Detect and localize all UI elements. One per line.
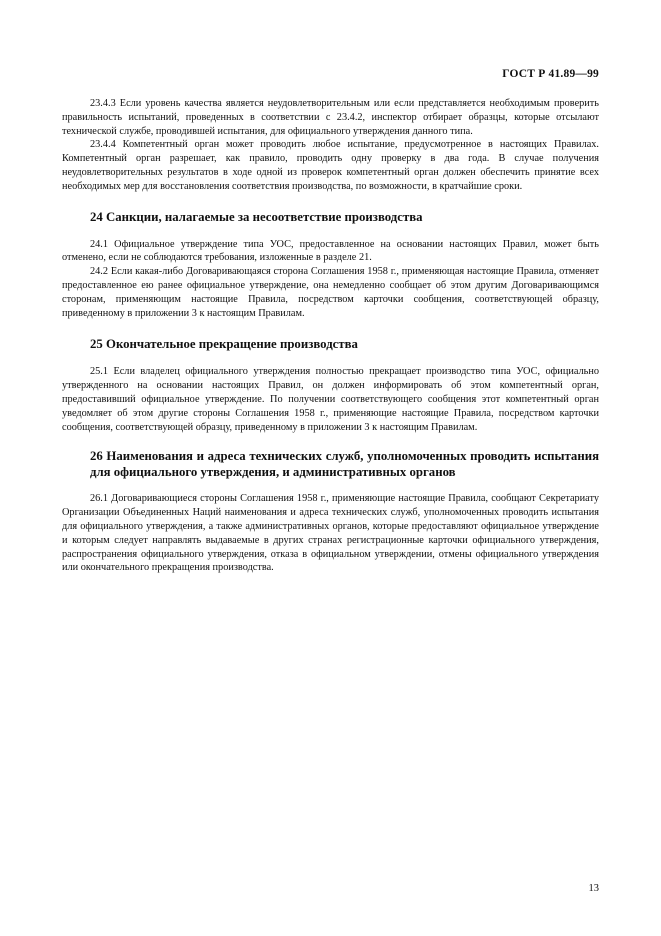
paragraph-23-4-3: 23.4.3 Если уровень качества является неудовлетворительным или если представляется необходимым проверить правильность испытаний, проведенных в соответствии с 23.4.2, инспектор отбирает образцы, которые отсылают технической службе, проводившей испытания, для официального утверждения данного типа. xyxy=(62,98,599,137)
section-heading-24: 24 Санкции, налагаемые за несоответствие производства xyxy=(90,209,423,224)
page-number: 13 xyxy=(588,883,599,894)
paragraph-24-1: 24.1 Официальное утверждение типа УОС, предоставленное на основании настоящих Правил, может быть отменено, если не соблюдаются требования, изложенные в разделе 21. xyxy=(62,238,599,264)
paragraph-23-4-4: 23.4.4 Компетентный орган может проводить любое испытание, предусмотренное в настоящих Правилах. Компетентный орган разрешает, как правило, проводить одну проверку в два года. В случае получения неудовлетворительных результатов в ходе одной из проверок компетентный орган должен обеспечить принятие всех необходимых мер для восстановления соответствия производства, по возможности, в кратчайшие сроки. xyxy=(62,139,599,192)
paragraph-26-1: 26.1 Договаривающиеся стороны Соглашения 1958 г., применяющие настоящие Правила, сообщают Секретариату Организации Объединенных Наций наименования и адреса технических служб, уполномоченных проводить испытания для официального утверждения, а также административных органов, которые предоставляют официальное утверждение и которым следует направлять выдаваемые в других странах регистрационные карточки официального утверждения, распространения официального утверждения, отказа в официальном утверждении, отмены официального утверждения или окончательного прекращения производства. xyxy=(62,493,599,574)
document-code-header: ГОСТ Р 41.89—99 xyxy=(502,68,599,80)
document-body xyxy=(62,97,599,575)
paragraph-24-2: 24.2 Если какая-либо Договаривающаяся сторона Соглашения 1958 г., применяющая настоящие Правила, отменяет предоставленное ею ранее официальное утверждение, она немедленно сообщает об этом другим Договаривающимся сторонам, применяющим настоящие Правила, посредством карточки сообщения, соответствующей образцу, приведенному в приложении 3 к настоящим Правилам. xyxy=(62,266,599,319)
paragraph-25-1: 25.1 Если владелец официального утверждения полностью прекращает производство типа УОС, официально утвержденного на основании настоящих Правил, он должен информировать об этом компетентный орган, предоставивший официальное утверждение. По получении соответствующего сообщения этот компетентный орган уведомляет об этом другие стороны Соглашения 1958 г., применяющие настоящие Правила, посредством карточки сообщения, соответствующей образцу, приведенному в приложении 3 к настоящим Правилам. xyxy=(62,366,599,433)
section-heading-25: 25 Окончательное прекращение производства xyxy=(90,337,358,352)
section-heading-26: 26 Наименования и адреса технических служб, уполномоченных проводить испытания для официального утверждения, и административных органов xyxy=(90,449,599,480)
